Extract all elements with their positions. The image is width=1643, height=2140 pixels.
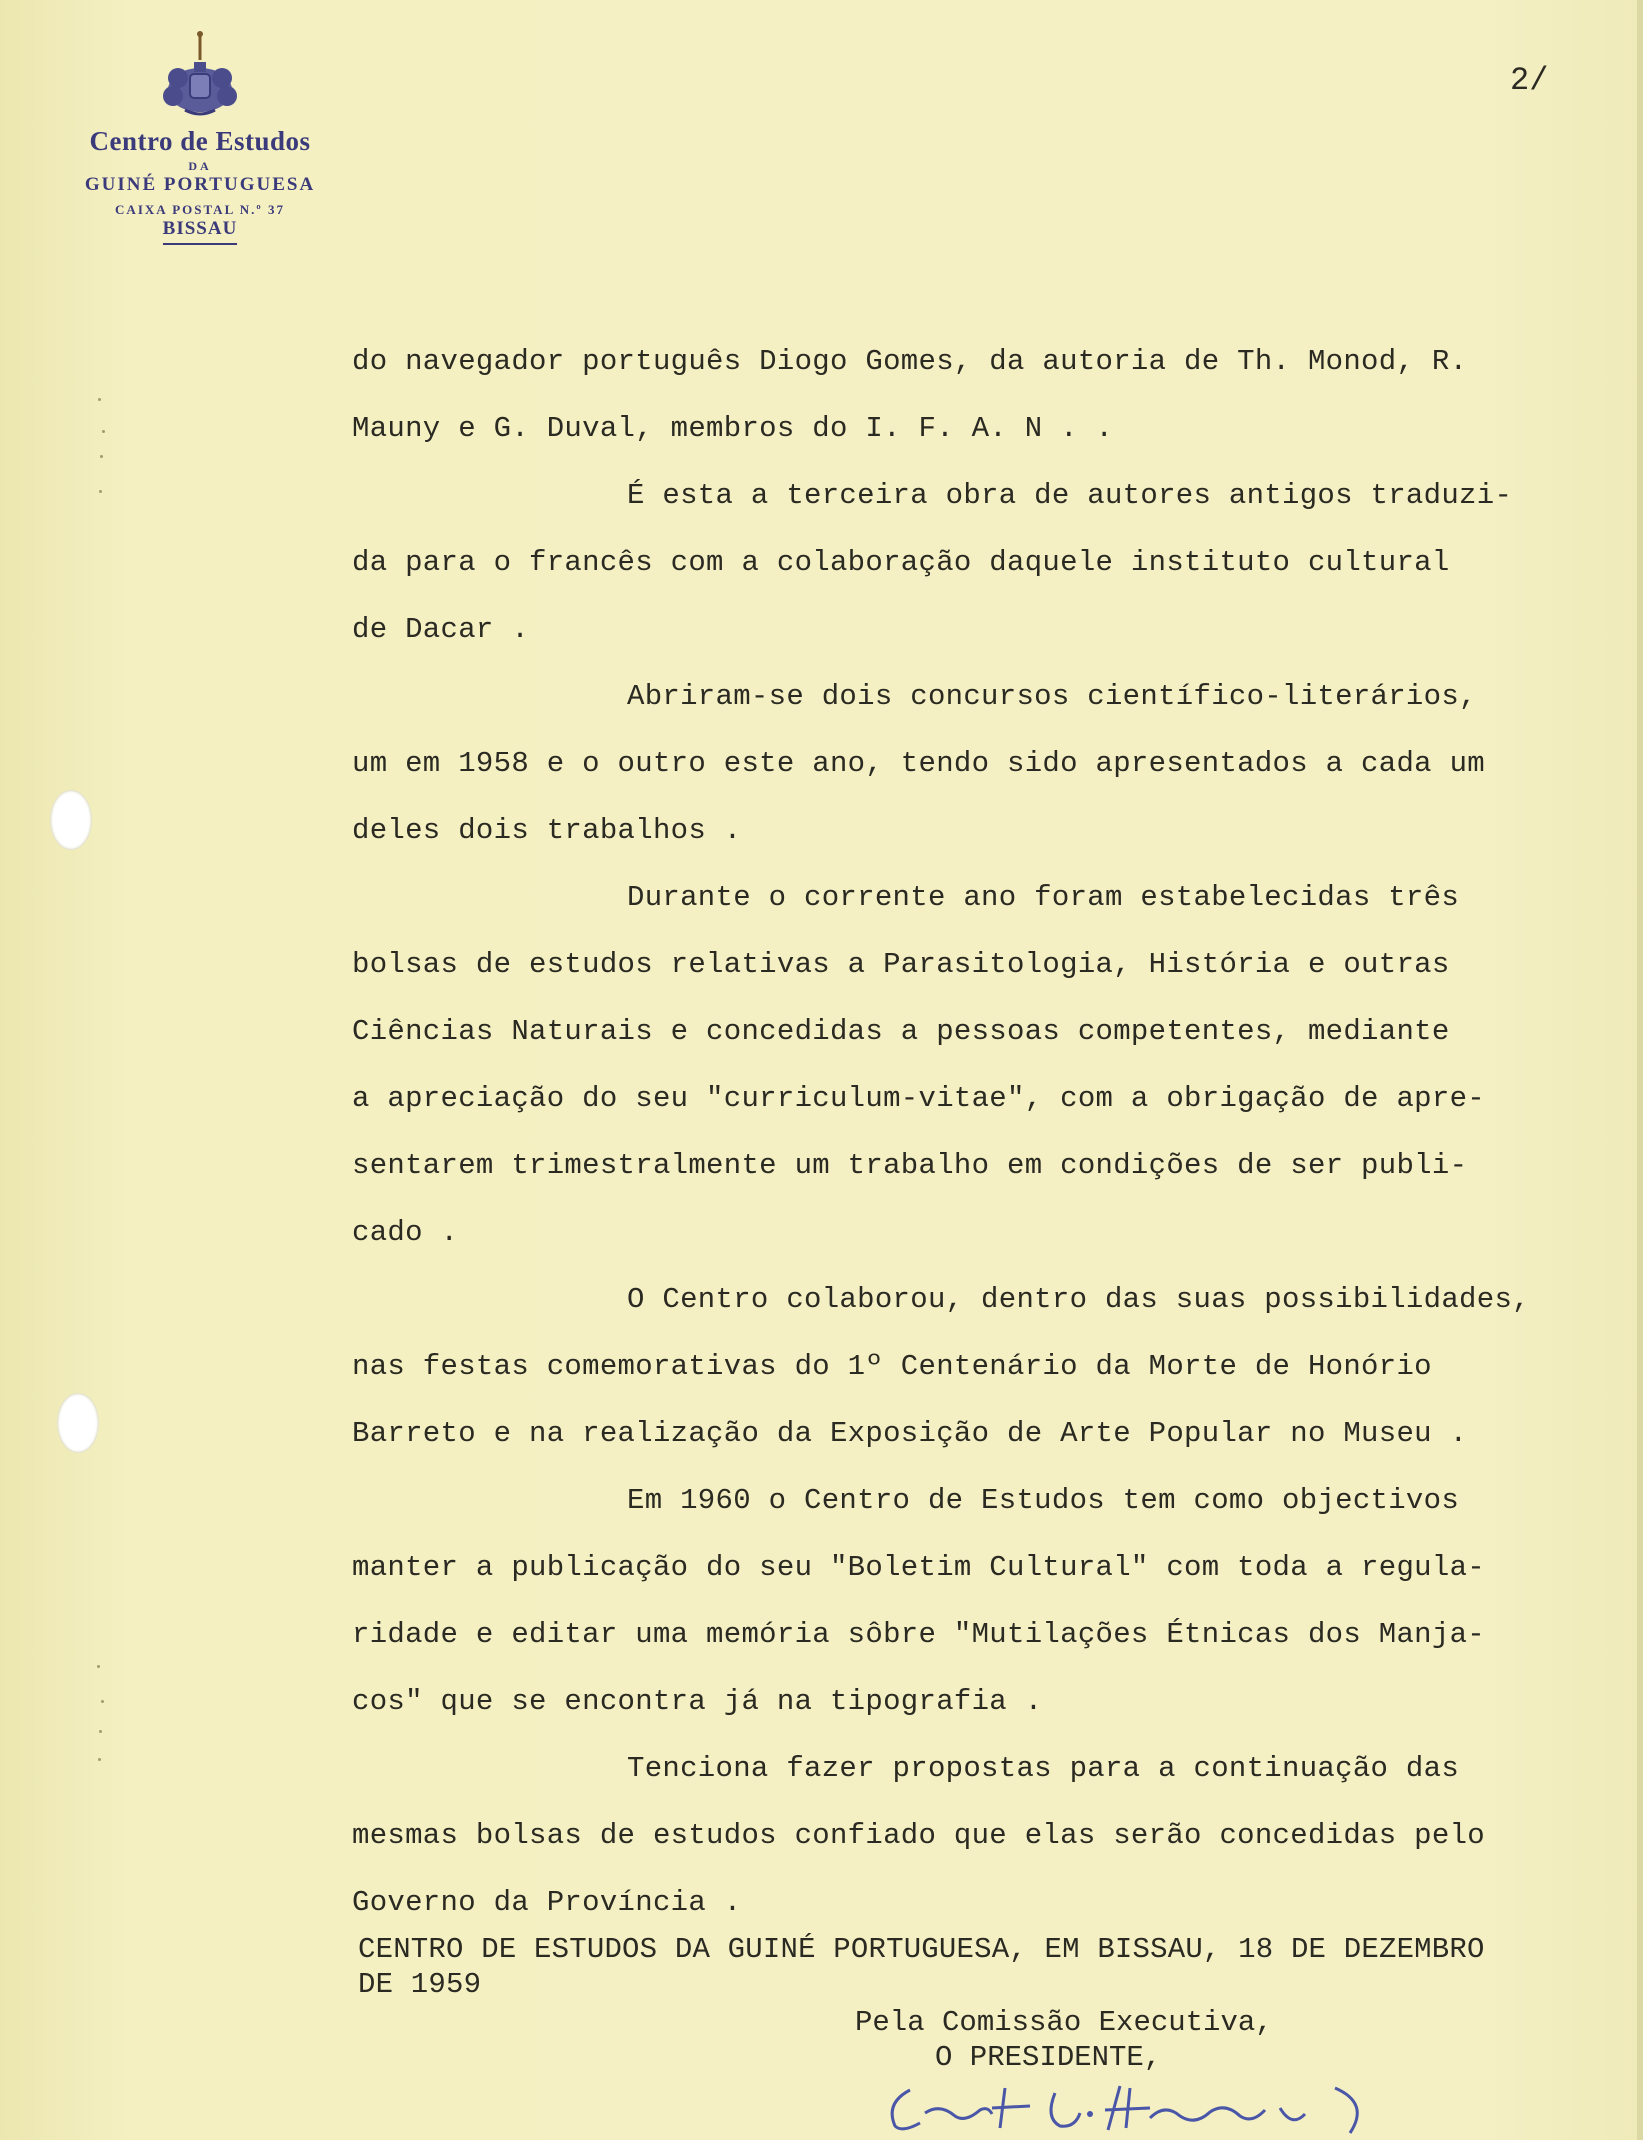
handwritten-signature-icon bbox=[880, 2078, 1400, 2136]
paper-edge bbox=[1637, 0, 1643, 2140]
text-line: Abriram-se dois concursos científico-literários, bbox=[627, 680, 1477, 713]
dateline-line-1: CENTRO DE ESTUDOS DA GUINÉ PORTUGUESA, EM BISSAU, 18 DE DEZEMBRO bbox=[358, 1933, 1485, 1966]
text-line: Durante o corrente ano foram estabelecidas três bbox=[627, 881, 1460, 914]
letterhead-name: Centro de Estudos bbox=[89, 126, 311, 156]
margin-mark bbox=[98, 398, 101, 401]
text-line: de Dacar . bbox=[352, 613, 530, 646]
paragraph bbox=[352, 1467, 1632, 1735]
paragraph bbox=[352, 864, 1632, 1266]
punch-hole-bottom bbox=[57, 1393, 99, 1453]
text-line: Em 1960 o Centro de Estudos tem como objectivos bbox=[627, 1484, 1460, 1517]
paragraph bbox=[352, 1266, 1632, 1467]
margin-mark bbox=[100, 455, 103, 458]
text-line: Tenciona fazer propostas para a continuação das bbox=[627, 1752, 1460, 1785]
paragraph bbox=[352, 462, 1632, 663]
paragraph bbox=[352, 328, 1632, 462]
margin-mark bbox=[97, 1665, 100, 1668]
paragraph bbox=[352, 663, 1632, 864]
text-line: deles dois trabalhos . bbox=[352, 814, 742, 847]
text-line: do navegador português Diogo Gomes, da autoria de Th. Monod, R. bbox=[352, 345, 1468, 378]
text-line: ridade e editar uma memória sôbre "Mutilações Étnicas dos Manja- bbox=[352, 1618, 1485, 1651]
margin-mark bbox=[99, 490, 102, 493]
text-line: Ciências Naturais e concedidas a pessoas competentes, mediante bbox=[352, 1015, 1450, 1048]
text-line: nas festas comemorativas do 1º Centenário da Morte de Honório bbox=[352, 1350, 1432, 1383]
closing-dateline bbox=[358, 1932, 1638, 2002]
text-line: Mauny e G. Duval, membros do I. F. A. N . . bbox=[352, 412, 1114, 445]
coat-of-arms-icon bbox=[145, 30, 255, 120]
margin-mark bbox=[99, 1730, 102, 1733]
margin-mark bbox=[98, 1758, 101, 1761]
text-line: cado . bbox=[352, 1216, 459, 1249]
letterhead-guine: GUINÉ PORTUGUESA bbox=[84, 174, 316, 195]
margin-mark bbox=[101, 1700, 104, 1703]
text-line: É esta a terceira obra de autores antigos traduzi- bbox=[627, 479, 1513, 512]
page-number: 2/ bbox=[1510, 62, 1549, 99]
text-line: bolsas de estudos relativas a Parasitologia, História e outras bbox=[352, 948, 1450, 981]
text-line: O Centro colaborou, dentro das suas possibilidades, bbox=[627, 1283, 1530, 1316]
paragraph bbox=[352, 1735, 1632, 1936]
text-line: cos" que se encontra já na tipografia . bbox=[352, 1685, 1043, 1718]
letterhead-postal-box: CAIXA POSTAL N.º 37 bbox=[115, 202, 285, 217]
president-label: O PRESIDENTE, bbox=[935, 2041, 1162, 2074]
text-line: sentarem trimestralmente um trabalho em condições de ser publi- bbox=[352, 1149, 1468, 1182]
punch-hole-top bbox=[50, 790, 92, 850]
text-line: Barreto e na realização da Exposição de Arte Popular no Museu . bbox=[352, 1417, 1468, 1450]
letterhead-city: BISSAU bbox=[163, 218, 238, 245]
letter-body bbox=[352, 328, 1632, 1936]
letterhead bbox=[40, 30, 360, 245]
commission-label: Pela Comissão Executiva, bbox=[855, 2006, 1273, 2039]
text-line: um em 1958 e o outro este ano, tendo sido apresentados a cada um bbox=[352, 747, 1485, 780]
text-line: da para o francês com a colaboração daquele instituto cultural bbox=[352, 546, 1450, 579]
dateline-line-2: DE 1959 bbox=[358, 1968, 482, 2001]
signature-block bbox=[855, 2005, 1273, 2075]
text-line: mesmas bolsas de estudos confiado que elas serão concedidas pelo bbox=[352, 1819, 1485, 1852]
text-line: Governo da Província . bbox=[352, 1886, 742, 1919]
letterhead-da: DA bbox=[188, 159, 212, 173]
text-line: manter a publicação do seu "Boletim Cultural" com toda a regula- bbox=[352, 1551, 1485, 1584]
text-line: a apreciação do seu "curriculum-vitae", com a obrigação de apre- bbox=[352, 1082, 1485, 1115]
margin-mark bbox=[102, 430, 105, 433]
